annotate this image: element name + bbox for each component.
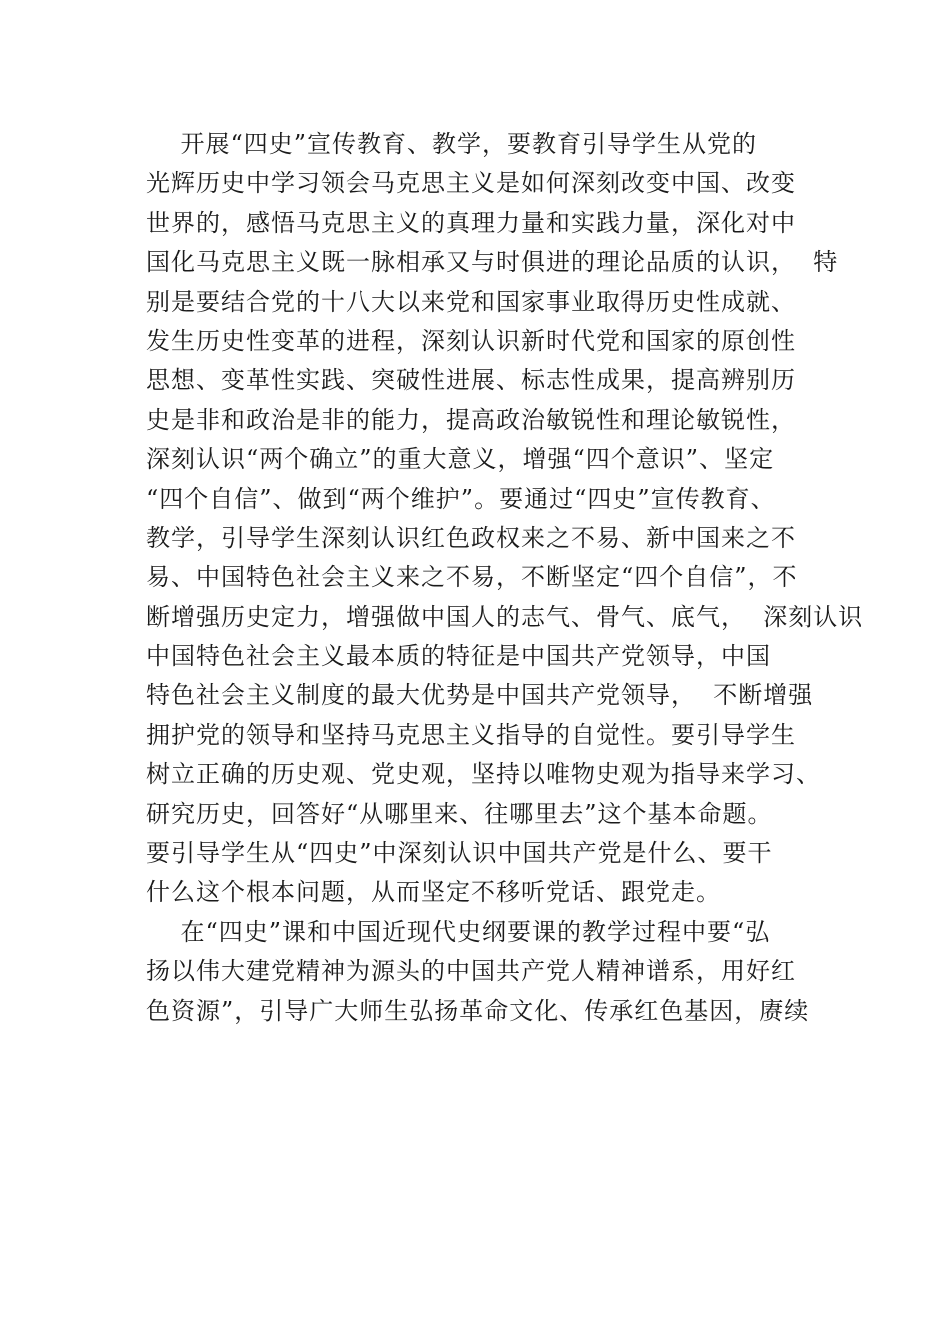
text-line: 树立正确的历史观、党史观，坚持以唯物史观为指导来学习、 xyxy=(146,760,821,789)
text-line: 别是要结合党的十八大以来党和国家事业取得历史性成就、 xyxy=(146,287,796,316)
text-line: 研究历史，回答好“从哪里来、往哪里去”这个基本命题。 xyxy=(146,799,773,828)
text-line: 拥护党的领导和坚持马克思主义指导的自觉性。要引导学生 xyxy=(146,720,796,749)
text-line: 世界的，感悟马克思主义的真理力量和实践力量，深化对中 xyxy=(146,208,796,237)
text-line: 中国特色社会主义最本质的特征是中国共产党领导，中国 xyxy=(146,642,771,671)
text-line: 光辉历史中学习领会马克思主义是如何深刻改变中国、改变 xyxy=(146,169,796,198)
text-line: 扬以伟大建党精神为源头的中国共产党人精神谱系，用好红 xyxy=(146,957,796,986)
text-line: 断增强历史定力，增强做中国人的志气、骨气、底气， 深刻认识 xyxy=(146,602,864,631)
text-line: 易、中国特色社会主义来之不易，不断坚定“四个自信”，不 xyxy=(146,563,798,592)
text-line: 要引导学生从“四史”中深刻认识中国共产党是什么、要干 xyxy=(146,839,773,868)
text-line: 什么这个根本问题，从而坚定不移听党话、跟党走。 xyxy=(146,878,721,907)
body-text xyxy=(146,125,864,1031)
text-line: 开展“四史”宣传教育、教学，要教育引导学生从党的 xyxy=(146,130,758,158)
text-line: 在“四史”课和中国近现代史纲要课的教学过程中要“弘 xyxy=(146,917,771,946)
text-line: 史是非和政治是非的能力，提高政治敏锐性和理论敏锐性， xyxy=(146,405,796,434)
text-line: 国化马克思主义既一脉相承又与时俱进的理论品质的认识， 特 xyxy=(146,248,839,277)
text-line: 思想、变革性实践、突破性进展、标志性成果，提高辨别历 xyxy=(146,366,796,395)
text-line: 发生历史性变革的进程，深刻认识新时代党和国家的原创性 xyxy=(146,326,796,355)
text-line: 深刻认识“两个确立”的重大意义，增强“四个意识”、坚定 xyxy=(146,445,775,474)
text-line: “四个自信”、做到“两个维护”。要通过“四史”宣传教育、 xyxy=(146,484,776,513)
text-line: 特色社会主义制度的最大优势是中国共产党领导， 不断增强 xyxy=(146,681,814,710)
text-line: 色资源”，引导广大师生弘扬革命文化、传承红色基因，赓续 xyxy=(146,996,810,1025)
text-line: 教学，引导学生深刻认识红色政权来之不易、新中国来之不 xyxy=(146,523,796,552)
